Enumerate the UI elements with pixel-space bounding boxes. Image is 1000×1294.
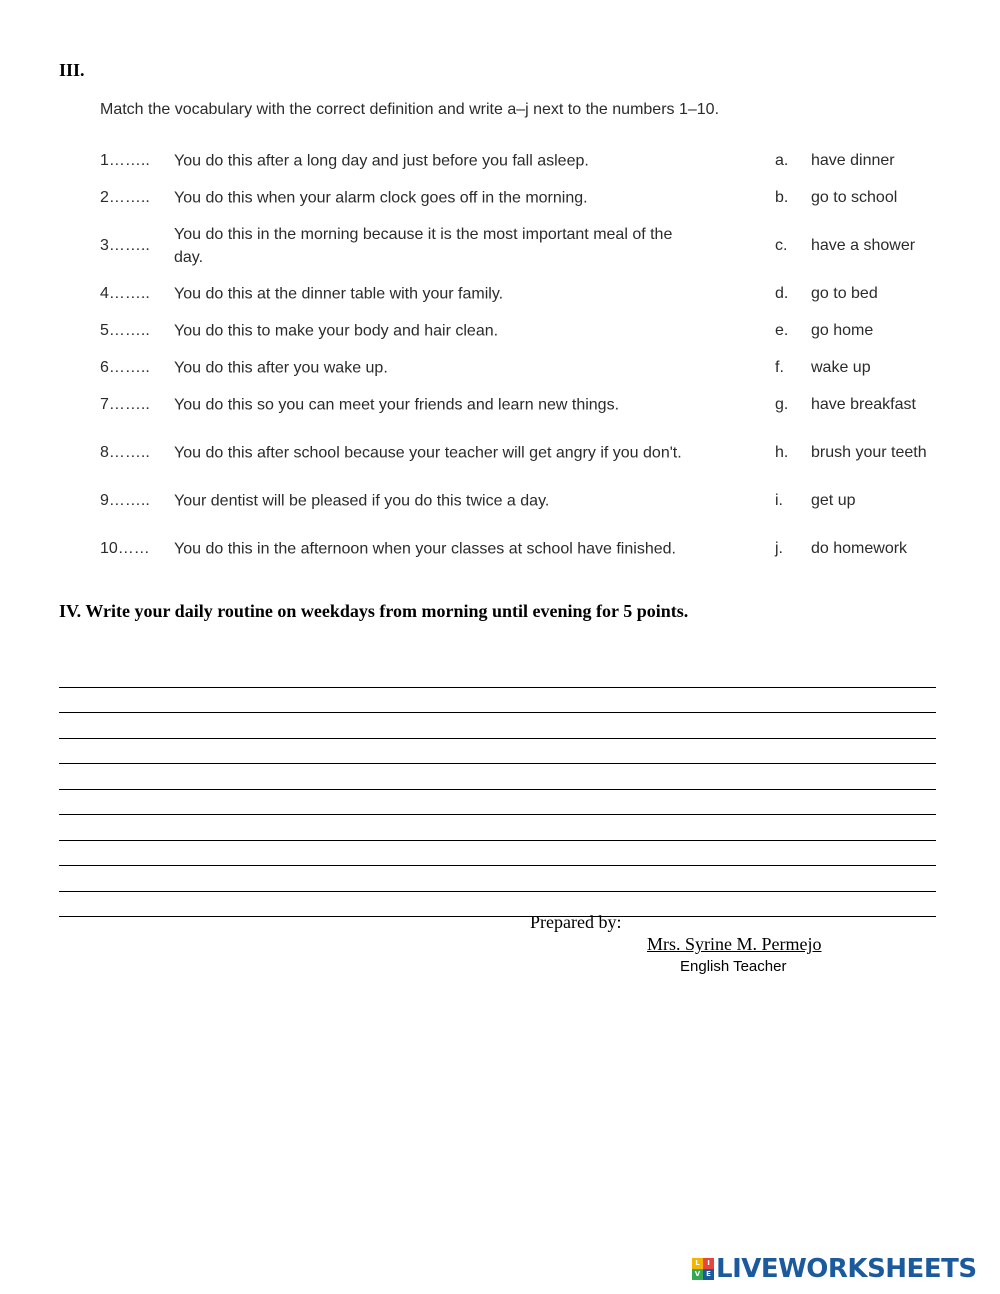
item-definition: You do this after you wake up. <box>174 359 388 376</box>
option-phrase: get up <box>811 491 856 509</box>
writing-line[interactable] <box>59 713 936 739</box>
logo-tile: E <box>703 1269 714 1280</box>
item-number[interactable]: 8…….. <box>100 443 150 461</box>
option-letter: f. <box>775 358 784 376</box>
logo-tile: L <box>692 1258 703 1269</box>
item-definition: You do this at the dinner table with your family. <box>174 285 504 302</box>
writing-line[interactable] <box>59 841 936 867</box>
item-number[interactable]: 7…….. <box>100 395 150 413</box>
matching-row <box>100 482 960 519</box>
option-letter: a. <box>775 151 789 169</box>
writing-area[interactable] <box>59 662 936 917</box>
writing-line[interactable] <box>59 662 936 688</box>
writing-line[interactable] <box>59 892 936 918</box>
item-definition: You do this to make your body and hair clean. <box>174 322 499 339</box>
item-number[interactable]: 10…… <box>100 539 150 557</box>
item-number[interactable]: 4…….. <box>100 284 150 302</box>
item-definition: You do this after a long day and just before you fall asleep. <box>174 152 589 169</box>
option-letter: j. <box>775 539 783 557</box>
writing-line[interactable] <box>59 866 936 892</box>
teacher-name: Mrs. Syrine M. Permejo <box>647 934 822 954</box>
liveworksheets-brand[interactable] <box>692 1254 977 1284</box>
matching-row <box>100 423 960 482</box>
teacher-title: English Teacher <box>680 958 787 975</box>
option-phrase: wake up <box>811 358 871 376</box>
writing-line[interactable] <box>59 764 936 790</box>
option-letter: c. <box>775 236 788 254</box>
item-number[interactable]: 3…….. <box>100 236 150 254</box>
matching-row <box>100 519 960 578</box>
item-definition: You do this after school because your teacher will get angry if you don't. <box>174 444 682 461</box>
item-number[interactable]: 1…….. <box>100 151 150 169</box>
option-phrase: brush your teeth <box>811 443 927 461</box>
liveworksheets-logo-icon <box>692 1258 714 1280</box>
option-letter: d. <box>775 284 789 302</box>
option-phrase: go to bed <box>811 284 878 302</box>
logo-tile: I <box>703 1258 714 1269</box>
item-number[interactable]: 9…….. <box>100 491 150 509</box>
matching-row <box>100 179 960 216</box>
matching-row <box>100 349 960 386</box>
option-phrase: go home <box>811 321 874 339</box>
matching-row <box>100 216 960 275</box>
writing-line[interactable] <box>59 739 936 765</box>
section-3-heading: III. <box>59 60 85 80</box>
matching-row <box>100 312 960 349</box>
item-number[interactable]: 6…….. <box>100 358 150 376</box>
option-letter: e. <box>775 321 789 339</box>
logo-tile: V <box>692 1269 703 1280</box>
option-phrase: have a shower <box>811 236 916 254</box>
option-letter: i. <box>775 491 783 509</box>
option-letter: h. <box>775 443 789 461</box>
prepared-by-label: Prepared by: <box>530 912 622 932</box>
item-number[interactable]: 5…….. <box>100 321 150 339</box>
section-4-heading: IV. Write your daily routine on weekdays from morning until evening for 5 points. <box>59 601 689 621</box>
item-definition: You do this so you can meet your friends and learn new things. <box>174 396 620 413</box>
option-letter: b. <box>775 188 789 206</box>
matching-table <box>100 142 960 578</box>
option-phrase: have dinner <box>811 151 895 169</box>
option-phrase: go to school <box>811 188 898 206</box>
item-definition: You do this in the afternoon when your classes at school have finished. <box>174 540 676 557</box>
option-letter: g. <box>775 395 789 413</box>
option-phrase: do homework <box>811 539 908 557</box>
writing-line[interactable] <box>59 790 936 816</box>
matching-row <box>100 275 960 312</box>
item-definition: Your dentist will be pleased if you do this twice a day. <box>174 492 550 509</box>
item-definition: You do this in the morning because it is the most important meal of the day. <box>174 225 673 266</box>
item-number[interactable]: 2…….. <box>100 188 150 206</box>
brand-name: LIVEWORKSHEETS <box>716 1254 977 1284</box>
matching-row <box>100 386 960 423</box>
writing-line[interactable] <box>59 688 936 714</box>
option-phrase: have breakfast <box>811 395 916 413</box>
writing-line[interactable] <box>59 815 936 841</box>
matching-instructions: Match the vocabulary with the correct definition and write a–j next to the numbers 1–10. <box>100 101 720 118</box>
item-definition: You do this when your alarm clock goes off in the morning. <box>174 189 588 206</box>
matching-row <box>100 142 960 179</box>
